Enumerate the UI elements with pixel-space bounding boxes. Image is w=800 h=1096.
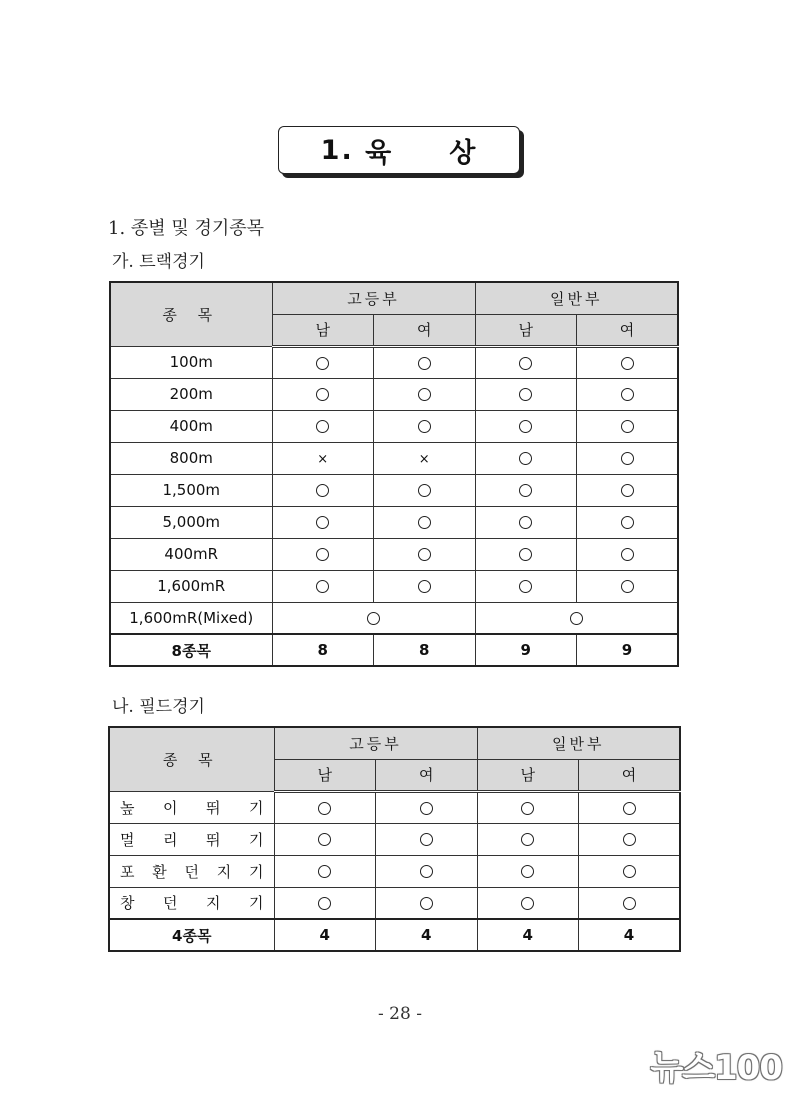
table-row [110, 346, 678, 378]
circle-mark-icon [519, 452, 532, 465]
event-char: 기 [249, 894, 264, 913]
mark-cell [272, 442, 374, 474]
circle-mark-icon [521, 802, 534, 815]
table-row [109, 791, 680, 823]
circle-mark-icon [519, 357, 532, 370]
mark-cell [579, 887, 681, 919]
mark-cell [577, 378, 679, 410]
event-char: 뛰 [206, 830, 221, 849]
table-row [109, 887, 680, 919]
mark-cell [475, 410, 577, 442]
group-header-general: 일반부 [477, 727, 680, 759]
event-name [109, 855, 274, 887]
event-name: 200m [110, 378, 272, 410]
mark-cell [477, 855, 579, 887]
circle-mark-icon [519, 516, 532, 529]
gender-header: 남 [272, 314, 374, 346]
event-name: 1,600mR(Mixed) [110, 602, 272, 634]
track-subheading: 가. 트랙경기 [112, 252, 205, 272]
event-char: 리 [163, 830, 178, 849]
circle-mark-icon [420, 865, 433, 878]
table-row-mixed [110, 602, 678, 634]
group-header-high-school: 고등부 [274, 727, 477, 759]
circle-mark-icon [621, 516, 634, 529]
mark-cell [577, 410, 679, 442]
total-label: 8종목 [110, 634, 272, 666]
circle-mark-icon [318, 897, 331, 910]
circle-mark-icon [418, 484, 431, 497]
event-name: 400m [110, 410, 272, 442]
mark-cell [374, 378, 476, 410]
mark-cell [272, 570, 374, 602]
circle-mark-icon [367, 612, 380, 625]
event-name [109, 887, 274, 919]
mark-cell [374, 570, 476, 602]
table-row [110, 538, 678, 570]
mark-cell [577, 474, 679, 506]
mark-cell [475, 474, 577, 506]
mark-cell [477, 823, 579, 855]
circle-mark-icon [570, 612, 583, 625]
event-char: 포 [120, 862, 135, 881]
mark-cell [374, 506, 476, 538]
circle-mark-icon [316, 516, 329, 529]
event-char: 멀 [120, 830, 135, 849]
table-row [109, 855, 680, 887]
circle-mark-icon [318, 833, 331, 846]
field-subheading: 나. 필드경기 [112, 697, 205, 717]
circle-mark-icon [316, 388, 329, 401]
circle-mark-icon [621, 357, 634, 370]
event-name: 800m [110, 442, 272, 474]
mark-cell [272, 506, 374, 538]
circle-mark-icon [521, 833, 534, 846]
table-row [110, 570, 678, 602]
event-name [109, 791, 274, 823]
total-value: 4 [579, 919, 681, 951]
total-value: 9 [577, 634, 679, 666]
gender-header: 여 [374, 314, 476, 346]
mark-cell [274, 887, 376, 919]
event-char: 창 [120, 894, 135, 913]
watermark-logo: 뉴스100 [650, 1048, 782, 1088]
circle-mark-icon [418, 548, 431, 561]
circle-mark-icon [418, 516, 431, 529]
cross-mark: × [418, 452, 430, 467]
mark-cell [376, 887, 478, 919]
event-char: 지 [216, 862, 232, 881]
track-events-table [109, 281, 679, 667]
event-name: 1,600mR [110, 570, 272, 602]
circle-mark-icon [316, 357, 329, 370]
circle-mark-icon [316, 420, 329, 433]
mark-cell [272, 602, 475, 634]
event-name [109, 823, 274, 855]
mark-cell [579, 791, 681, 823]
event-char: 이 [163, 798, 178, 817]
circle-mark-icon [420, 897, 433, 910]
circle-mark-icon [418, 420, 431, 433]
event-char: 지 [206, 894, 221, 913]
mark-cell [577, 506, 679, 538]
mark-cell [579, 855, 681, 887]
mark-cell [374, 538, 476, 570]
total-value: 9 [475, 634, 577, 666]
group-header-high-school: 고등부 [272, 282, 475, 314]
event-name: 5,000m [110, 506, 272, 538]
mark-cell [475, 346, 577, 378]
circle-mark-icon [420, 802, 433, 815]
mark-cell [272, 346, 374, 378]
circle-mark-icon [316, 548, 329, 561]
circle-mark-icon [316, 580, 329, 593]
total-label: 4종목 [109, 919, 274, 951]
chapter-word-1: 육 [365, 137, 394, 169]
mark-cell [475, 538, 577, 570]
circle-mark-icon [623, 865, 636, 878]
mark-cell [376, 823, 478, 855]
chapter-word-2: 상 [449, 137, 478, 169]
mark-cell [577, 538, 679, 570]
table-row [110, 378, 678, 410]
table-row [110, 474, 678, 506]
mark-cell [274, 791, 376, 823]
total-value: 4 [274, 919, 376, 951]
circle-mark-icon [420, 833, 433, 846]
circle-mark-icon [418, 357, 431, 370]
circle-mark-icon [519, 388, 532, 401]
circle-mark-icon [621, 420, 634, 433]
mark-cell [272, 378, 374, 410]
mark-cell [374, 346, 476, 378]
mark-cell [579, 823, 681, 855]
circle-mark-icon [621, 548, 634, 561]
mark-cell [374, 410, 476, 442]
circle-mark-icon [623, 897, 636, 910]
circle-mark-icon [621, 580, 634, 593]
mark-cell [577, 442, 679, 474]
gender-header: 남 [477, 759, 579, 791]
section-heading: 1. 종별 및 경기종목 [108, 218, 265, 239]
gender-header: 여 [376, 759, 478, 791]
table-row [110, 442, 678, 474]
event-char: 뛰 [206, 798, 221, 817]
mark-cell [376, 791, 478, 823]
mark-cell [374, 442, 476, 474]
circle-mark-icon [621, 388, 634, 401]
mark-cell [272, 410, 374, 442]
page-number: - 28 - [378, 1004, 422, 1024]
event-name: 400mR [110, 538, 272, 570]
table-row-total [110, 634, 678, 666]
mark-cell [477, 791, 579, 823]
circle-mark-icon [418, 388, 431, 401]
total-value: 4 [376, 919, 478, 951]
mark-cell [475, 378, 577, 410]
gender-header: 여 [577, 314, 679, 346]
mark-cell [577, 346, 679, 378]
circle-mark-icon [521, 865, 534, 878]
mark-cell [272, 474, 374, 506]
total-value: 8 [374, 634, 476, 666]
event-char: 던 [184, 862, 199, 881]
mark-cell [272, 538, 374, 570]
mark-cell [577, 570, 679, 602]
mark-cell [274, 823, 376, 855]
event-char: 높 [120, 798, 135, 817]
gender-header: 남 [475, 314, 577, 346]
event-char: 기 [249, 798, 264, 817]
table-row-total [109, 919, 680, 951]
group-header-general: 일반부 [475, 282, 678, 314]
circle-mark-icon [521, 897, 534, 910]
chapter-title [278, 126, 520, 174]
circle-mark-icon [418, 580, 431, 593]
circle-mark-icon [318, 802, 331, 815]
event-char: 환 [152, 862, 167, 881]
event-char: 던 [163, 894, 178, 913]
gender-header: 남 [274, 759, 376, 791]
table-row [110, 410, 678, 442]
circle-mark-icon [623, 802, 636, 815]
field-events-table [108, 726, 681, 952]
mark-cell [475, 602, 678, 634]
cross-mark: × [317, 452, 329, 467]
mark-cell [475, 442, 577, 474]
circle-mark-icon [621, 484, 634, 497]
chapter-number: 1. [320, 134, 354, 166]
circle-mark-icon [623, 833, 636, 846]
total-value: 4 [477, 919, 579, 951]
circle-mark-icon [519, 420, 532, 433]
mark-cell [376, 855, 478, 887]
mark-cell [374, 474, 476, 506]
circle-mark-icon [519, 580, 532, 593]
circle-mark-icon [318, 865, 331, 878]
mark-cell [475, 570, 577, 602]
event-name: 1,500m [110, 474, 272, 506]
table-row [110, 506, 678, 538]
event-char: 기 [249, 862, 264, 881]
table-corner-label: 종 목 [110, 282, 272, 346]
total-value: 8 [272, 634, 374, 666]
mark-cell [274, 855, 376, 887]
circle-mark-icon [519, 484, 532, 497]
circle-mark-icon [316, 484, 329, 497]
event-name: 100m [110, 346, 272, 378]
mark-cell [475, 506, 577, 538]
gender-header: 여 [579, 759, 681, 791]
table-corner-label: 종 목 [109, 727, 274, 791]
table-row [109, 823, 680, 855]
circle-mark-icon [519, 548, 532, 561]
mark-cell [477, 887, 579, 919]
event-char: 기 [249, 830, 264, 849]
circle-mark-icon [621, 452, 634, 465]
